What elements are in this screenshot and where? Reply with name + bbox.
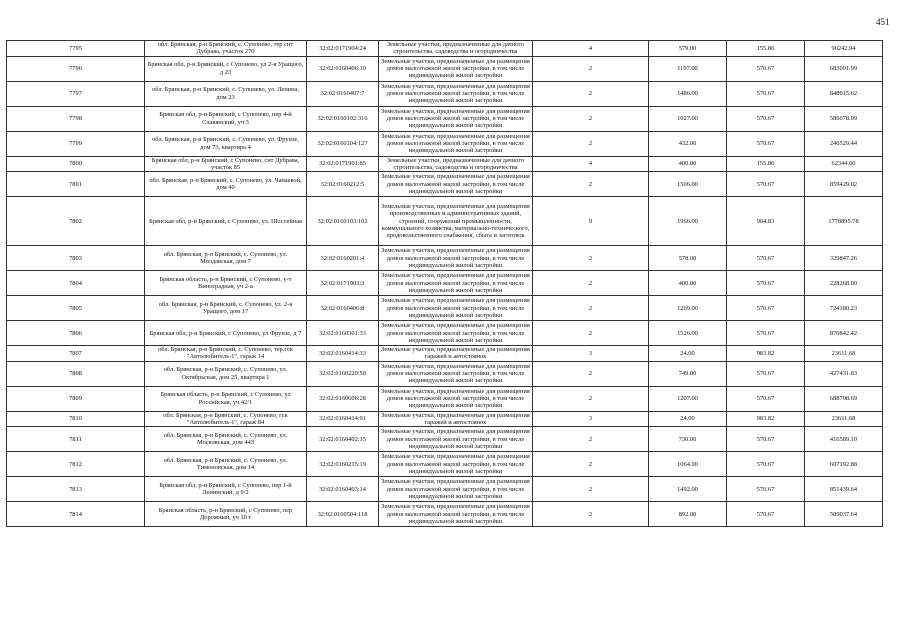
cadastral-value-cell: 848015.62 (805, 81, 883, 106)
table-row (7, 56, 883, 81)
land-use-cell: Земельные участки, предназначенные для размещения домов малоэтажной жилой застройки, в том числе индивидуальной жилой застройки (379, 172, 533, 197)
cadastral-value-cell: 586078.09 (805, 106, 883, 131)
table-row (7, 346, 883, 362)
address-cell: Брянская область, р-н Брянский, с Супонево, ул Российская, уч 42/1 (145, 386, 307, 411)
cadastral-number-cell: 32:02:0160104:127 (307, 131, 379, 156)
row-number: 7814 (7, 502, 145, 527)
land-use-cell: Земельные участки, предназначенные для размещения домов малоэтажной жилой застройки, в том числе индивидуальной жилой застройки (379, 386, 533, 411)
address-cell: Брянская обл, р-н Брянский, с Супонево, ул 2-я Уращого, д 23 (145, 56, 307, 81)
cadastral-value-cell: 427431.83 (805, 361, 883, 386)
price-per-unit-cell: 570.67 (727, 56, 805, 81)
row-number: 7804 (7, 271, 145, 296)
area-cell: 432.00 (649, 131, 727, 156)
use-group-cell: 2 (533, 271, 649, 296)
price-per-unit-cell: 570.67 (727, 502, 805, 527)
land-use-cell: Земельные участки, предназначенные для размещения домов малоэтажной жилой застройки, в том числе индивидуальной жилой застройки (379, 81, 533, 106)
area-cell: 1197.00 (649, 56, 727, 81)
cadastral-value-cell: 1778895.78 (805, 197, 883, 246)
area-cell: 24.00 (649, 411, 727, 427)
row-number: 7813 (7, 477, 145, 502)
address-cell: обл. Брянская, р-н Брянский, с. Супонево, гск "Автолюбитель-1", гараж 84 (145, 411, 307, 427)
land-use-cell: Земельные участки, предназначенные для размещения домов малоэтажной жилой застройки, в том числе индивидуальной жилой застройки (379, 321, 533, 346)
cadastral-number-cell: 32:02:0160212:5 (307, 172, 379, 197)
use-group-cell: 2 (533, 386, 649, 411)
land-use-cell: Земельные участки, предназначенные для размещения гаражей и автостоянок (379, 411, 533, 427)
address-cell: Брянская обл, р-н Брянский, с Супонево, ул. Шоссейная (145, 197, 307, 246)
area-cell: 1207.00 (649, 386, 727, 411)
use-group-cell: 2 (533, 296, 649, 321)
address-cell: обл. Брянская, р-н Брянский, с. Супонево, ул. Тимоновская, дом 14 (145, 452, 307, 477)
address-cell: обл. Брянская, р-н Брянский, с. Супонево, ул. Ленина, дом 23 (145, 81, 307, 106)
land-use-cell: Земельные участки, предназначенные для размещения домов малоэтажной жилой застройки, в том числе индивидуальной жилой застройки (379, 56, 533, 81)
cadastral-value-cell: 62344.00 (805, 156, 883, 172)
table-row (7, 321, 883, 346)
cadastral-number-cell: 32:02:0160606:28 (307, 386, 379, 411)
address-cell: обл. Брянская, р-н Брянский, с. Супонево, тер.гск "Автолюбитель-1", гараж 14 (145, 346, 307, 362)
price-per-unit-cell: 155.86 (727, 156, 805, 172)
price-per-unit-cell: 155.86 (727, 41, 805, 57)
price-per-unit-cell: 904.83 (727, 197, 805, 246)
price-per-unit-cell: 570.67 (727, 106, 805, 131)
land-registry-table (6, 40, 883, 527)
cadastral-number-cell: 32:02:0160403:14 (307, 477, 379, 502)
table-row (7, 106, 883, 131)
row-number: 7801 (7, 172, 145, 197)
land-use-cell: Земельные участки, предназначенные для размещения производственных и административных зданий, строений, сооружений промышленности, коммунального хозяйства, материально-технического, продовольственного снабжения, сбыта и заготовок (379, 197, 533, 246)
row-number: 7812 (7, 452, 145, 477)
address-cell: обл. Брянская, р-н Брянский, с. Супонево, ул. Молдавская, дом 7 (145, 246, 307, 271)
area-cell: 749.00 (649, 361, 727, 386)
use-group-cell: 2 (533, 131, 649, 156)
use-group-cell: 4 (533, 156, 649, 172)
use-group-cell: 2 (533, 172, 649, 197)
row-number: 7802 (7, 197, 145, 246)
use-group-cell: 4 (533, 41, 649, 57)
cadastral-number-cell: 32:02:0171903:3 (307, 271, 379, 296)
area-cell: 400.00 (649, 271, 727, 296)
land-use-cell: Земельные участки, предназначенные для размещения домов малоэтажной жилой застройки, в том числе индивидуальной жилой застройки (379, 131, 533, 156)
table-row (7, 172, 883, 197)
area-cell: 892.00 (649, 502, 727, 527)
land-use-cell: Земельные участки, предназначенные для размещения домов малоэтажной жилой застройки, в том числе индивидуальной жилой застройки (379, 246, 533, 271)
address-cell: обл. Брянская, р-н Брянский, с. Супонево, ул. Октябрьская, дом 25, квартира 1 (145, 361, 307, 386)
price-per-unit-cell: 983.82 (727, 411, 805, 427)
area-cell: 400.00 (649, 156, 727, 172)
row-number: 7805 (7, 296, 145, 321)
land-use-cell: Земельные участки, предназначенные для размещения домов малоэтажной жилой застройки, в том числе индивидуальной жилой застройки (379, 361, 533, 386)
price-per-unit-cell: 570.67 (727, 386, 805, 411)
price-per-unit-cell: 570.67 (727, 427, 805, 452)
price-per-unit-cell: 570.67 (727, 246, 805, 271)
area-cell: 1506.00 (649, 172, 727, 197)
land-use-cell: Земельные участки, предназначенные для дачного строительства, садоводства и огородничества (379, 156, 533, 172)
address-cell: Брянская область, р-н Брянский, с Супонево, у-т Виноградная, уч 2-а (145, 271, 307, 296)
land-use-cell: Земельные участки, предназначенные для размещения домов малоэтажной жилой застройки, в том числе индивидуальной жилой застройки (379, 271, 533, 296)
cadastral-value-cell: 683091.99 (805, 56, 883, 81)
cadastral-value-cell: 607192.88 (805, 452, 883, 477)
address-cell: обл. Брянская, р-н Брянский, с. Супонево, тер снт Дубрава, участок 270 (145, 41, 307, 57)
row-number: 7800 (7, 156, 145, 172)
use-group-cell: 2 (533, 427, 649, 452)
table-row (7, 452, 883, 477)
row-number: 7798 (7, 106, 145, 131)
use-group-cell: 2 (533, 56, 649, 81)
address-cell: Брянская область, р-н Брянский, с Супонево, пер Дорожный, уч 10 г (145, 502, 307, 527)
price-per-unit-cell: 570.67 (727, 81, 805, 106)
cadastral-value-cell: 851439.64 (805, 477, 883, 502)
use-group-cell: 2 (533, 477, 649, 502)
cadastral-value-cell: 23611.68 (805, 346, 883, 362)
cadastral-number-cell: 32:02:0171904:24 (307, 41, 379, 57)
table-row (7, 502, 883, 527)
area-cell: 1492.00 (649, 477, 727, 502)
cadastral-value-cell: 23611.68 (805, 411, 883, 427)
table-row (7, 246, 883, 271)
cadastral-number-cell: 32:02:0160103:102 (307, 197, 379, 246)
row-number: 7807 (7, 346, 145, 362)
cadastral-value-cell: 228268.00 (805, 271, 883, 296)
table-row (7, 361, 883, 386)
row-number: 7803 (7, 246, 145, 271)
table-row (7, 156, 883, 172)
price-per-unit-cell: 570.67 (727, 271, 805, 296)
price-per-unit-cell: 570.67 (727, 296, 805, 321)
cadastral-number-cell: 32:02:0160406:10 (307, 56, 379, 81)
area-cell: 1269.00 (649, 296, 727, 321)
cadastral-value-cell: 724180.23 (805, 296, 883, 321)
cadastral-value-cell: 870842.42 (805, 321, 883, 346)
cadastral-number-cell: 32:02:0160215:19 (307, 452, 379, 477)
land-use-cell: Земельные участки, предназначенные для размещения домов малоэтажной жилой застройки, в том числе индивидуальной жилой застройки (379, 452, 533, 477)
land-use-cell: Земельные участки, предназначенные для размещения домов малоэтажной жилой застройки, в том числе индивидуальной жилой застройки (379, 477, 533, 502)
table-row (7, 81, 883, 106)
table-row (7, 271, 883, 296)
area-cell: 1486.00 (649, 81, 727, 106)
cadastral-value-cell: 246529.44 (805, 131, 883, 156)
row-number: 7809 (7, 386, 145, 411)
price-per-unit-cell: 570.67 (727, 321, 805, 346)
table-row (7, 477, 883, 502)
price-per-unit-cell: 983.82 (727, 346, 805, 362)
cadastral-value-cell: 90242.94 (805, 41, 883, 57)
address-cell: Брянская обл, р-н Брянский, с Супонево, пер 4-й Славянский, уч 3 (145, 106, 307, 131)
use-group-cell: 2 (533, 321, 649, 346)
table-row (7, 411, 883, 427)
cadastral-number-cell: 32:02:0160201:4 (307, 246, 379, 271)
cadastral-value-cell: 416589.10 (805, 427, 883, 452)
use-group-cell: 3 (533, 346, 649, 362)
cadastral-value-cell: 859429.02 (805, 172, 883, 197)
cadastral-number-cell: 32:02:0160407:7 (307, 81, 379, 106)
area-cell: 24.00 (649, 346, 727, 362)
use-group-cell: 2 (533, 502, 649, 527)
row-number: 7811 (7, 427, 145, 452)
area-cell: 1027.00 (649, 106, 727, 131)
land-use-cell: Земельные участки, предназначенные для размещения домов малоэтажной жилой застройки, в том числе индивидуальной жилой застройки (379, 106, 533, 131)
address-cell: Брянская обл, р-н Брянский, с Супонево, пер 1-й Ленинский, д 9/2 (145, 477, 307, 502)
use-group-cell: 9 (533, 197, 649, 246)
cadastral-number-cell: 32:02:0160414:91 (307, 411, 379, 427)
table-row (7, 131, 883, 156)
row-number: 7810 (7, 411, 145, 427)
price-per-unit-cell: 570.67 (727, 477, 805, 502)
use-group-cell: 2 (533, 452, 649, 477)
cadastral-number-cell: 32:02:0160414:33 (307, 346, 379, 362)
cadastral-number-cell: 32:02:0160504:118 (307, 502, 379, 527)
cadastral-value-cell: 509037.64 (805, 502, 883, 527)
cadastral-value-cell: 329847.26 (805, 246, 883, 271)
land-use-cell: Земельные участки, предназначенные для дачного строительства, садоводства и огородничества (379, 41, 533, 57)
area-cell: 578.00 (649, 246, 727, 271)
table-row (7, 296, 883, 321)
use-group-cell: 2 (533, 246, 649, 271)
use-group-cell: 2 (533, 106, 649, 131)
price-per-unit-cell: 570.67 (727, 452, 805, 477)
area-cell: 1064.00 (649, 452, 727, 477)
cadastral-number-cell: 32:02:0160220:50 (307, 361, 379, 386)
price-per-unit-cell: 570.67 (727, 172, 805, 197)
table-row (7, 386, 883, 411)
address-cell: обл. Брянская, р-н Брянский, с. Супонево, ул. Чапаевой, дом 40 (145, 172, 307, 197)
row-number: 7799 (7, 131, 145, 156)
cadastral-number-cell: 32:02:0160402:15 (307, 427, 379, 452)
address-cell: обл. Брянская, р-н Брянский, с. Супонево, ул. Фрунзе, дом 73, квартира 4 (145, 131, 307, 156)
cadastral-number-cell: 32:02:0160301:33 (307, 321, 379, 346)
price-per-unit-cell: 570.67 (727, 361, 805, 386)
price-per-unit-cell: 570.67 (727, 131, 805, 156)
use-group-cell: 2 (533, 361, 649, 386)
land-use-cell: Земельные участки, предназначенные для размещения домов малоэтажной жилой застройки, в том числе индивидуальной жилой застройки (379, 296, 533, 321)
use-group-cell: 2 (533, 81, 649, 106)
row-number: 7806 (7, 321, 145, 346)
area-cell: 1966.00 (649, 197, 727, 246)
row-number: 7795 (7, 41, 145, 57)
row-number: 7796 (7, 56, 145, 81)
land-use-cell: Земельные участки, предназначенные для размещения домов малоэтажной жилой застройки, в том числе индивидуальной жилой застройки (379, 427, 533, 452)
use-group-cell: 3 (533, 411, 649, 427)
cadastral-number-cell: 32:02:0160406:8 (307, 296, 379, 321)
row-number: 7808 (7, 361, 145, 386)
land-use-cell: Земельные участки, предназначенные для размещения домов малоэтажной жилой застройки, в том числе индивидуальной жилой застройки (379, 502, 533, 527)
cadastral-number-cell: 32:02:0160102:316 (307, 106, 379, 131)
area-cell: 1526.00 (649, 321, 727, 346)
cadastral-value-cell: 688798.69 (805, 386, 883, 411)
cadastral-number-cell: 32:02:0171901:85 (307, 156, 379, 172)
address-cell: обл. Брянская, р-н Брянский, с. Супонево, ул. 2-я Уращого, дом 17 (145, 296, 307, 321)
row-number: 7797 (7, 81, 145, 106)
area-cell: 730.00 (649, 427, 727, 452)
table-row (7, 197, 883, 246)
page-number: 451 (876, 17, 890, 27)
address-cell: обл. Брянская, р-н Брянский, с. Супонево, ул. Московская, дом 44З (145, 427, 307, 452)
table-row (7, 427, 883, 452)
land-use-cell: Земельные участки, предназначенные для размещения гаражей и автостоянок (379, 346, 533, 362)
area-cell: 579.00 (649, 41, 727, 57)
table-row (7, 41, 883, 57)
address-cell: Брянская обл, р-н Брянский, с Супонево, ул Фрунзе, д 7 (145, 321, 307, 346)
address-cell: Брянская обл, р-н Брянский, с Супонево, снт Дубрава, участок 85 (145, 156, 307, 172)
